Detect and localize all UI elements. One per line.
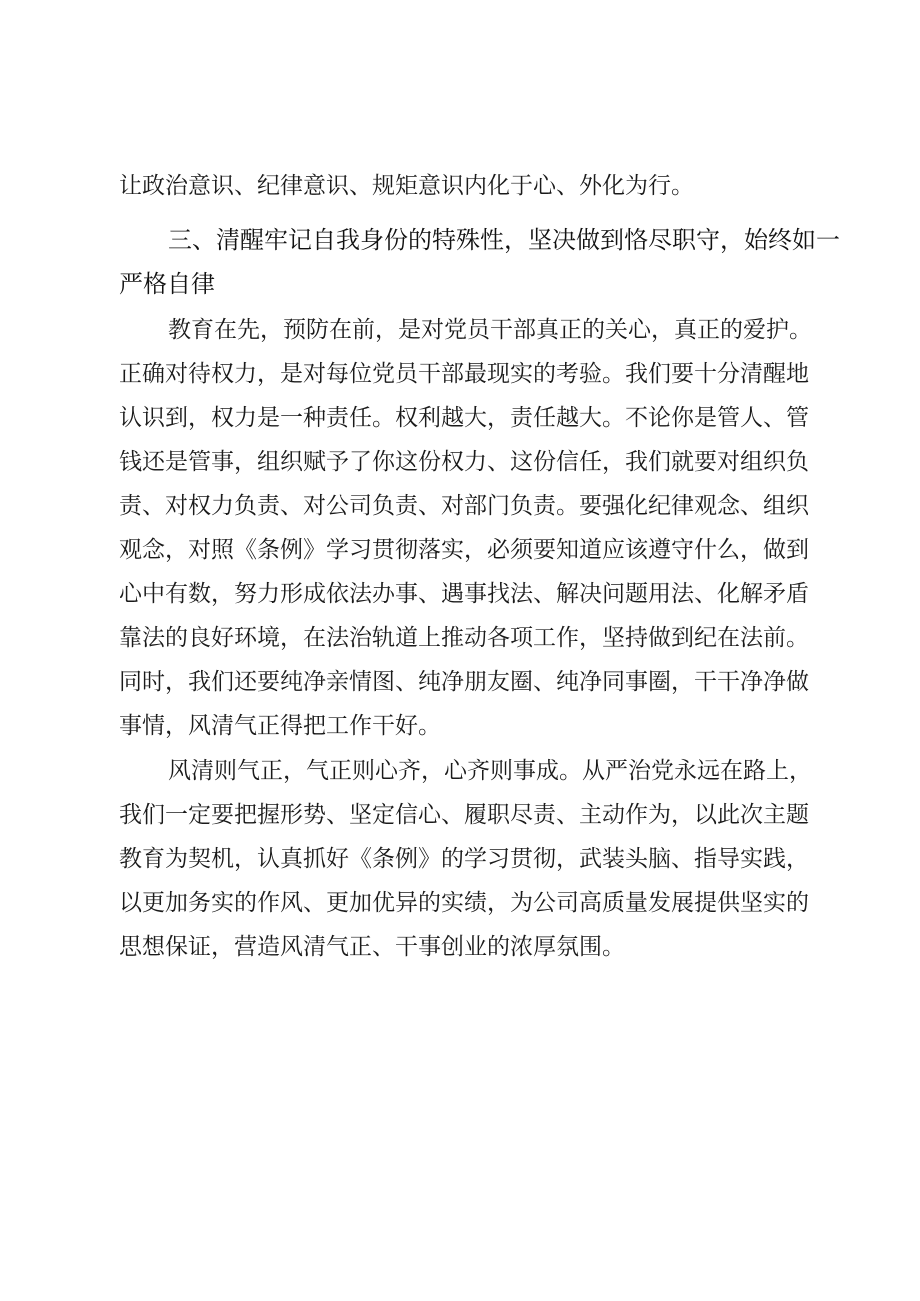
- paragraph-1-line: 钱还是管事，组织赋予了你这份权力、这份信任，我们就要对组织负: [119, 449, 809, 475]
- paragraph-1-line: 心中有数，努力形成依法办事、遇事找法、解决问题用法、化解矛盾: [119, 581, 809, 607]
- paragraph-1-line: 认识到，权力是一种责任。权利越大，责任越大。不论你是管人、管: [119, 405, 809, 431]
- paragraph-1-line: 事情，风清气正得把工作干好。: [119, 713, 441, 739]
- paragraph-2-line: 我们一定要把握形势、坚定信心、履职尽责、主动作为，以此次主题: [119, 802, 809, 828]
- paragraph-2-line: 以更加务实的作风、更加优异的实绩，为公司高质量发展提供坚实的: [119, 890, 809, 916]
- paragraph-1-line: 同时，我们还要纯净亲情图、纯净朋友圈、纯净同事圈，干干净净做: [119, 669, 809, 695]
- intro-tail-line: 让政治意识、纪律意识、规矩意识内化于心、外化为行。: [119, 173, 694, 199]
- section-heading-line-2: 严格自律: [119, 270, 215, 298]
- paragraph-2-line: 思想保证，营造风清气正、干事创业的浓厚氛围。: [119, 934, 625, 960]
- paragraph-1-line: 教育在先，预防在前，是对党员干部真正的关心，真正的爱护。: [168, 317, 812, 343]
- paragraph-1-line: 观念，对照《条例》学习贯彻落实，必须要知道应该遵守什么，做到: [119, 537, 809, 563]
- paragraph-1-line: 正确对待权力，是对每位党员干部最现实的考验。我们要十分清醒地: [119, 361, 809, 387]
- paragraph-1-line: 责、对权力负责、对公司负责、对部门负责。要强化纪律观念、组织: [119, 493, 809, 519]
- paragraph-1-line: 靠法的良好环境，在法治轨道上推动各项工作，坚持做到纪在法前。: [119, 625, 809, 651]
- paragraph-2-line: 教育为契机，认真抓好《条例》的学习贯彻，武装头脑、指导实践，: [119, 846, 809, 872]
- section-heading-line-1: 三、清醒牢记自我身份的特殊性，坚决做到恪尽职守，始终如一: [168, 226, 840, 254]
- paragraph-2-line: 风清则气正，气正则心齐，心齐则事成。从严治党永远在路上，: [168, 758, 812, 784]
